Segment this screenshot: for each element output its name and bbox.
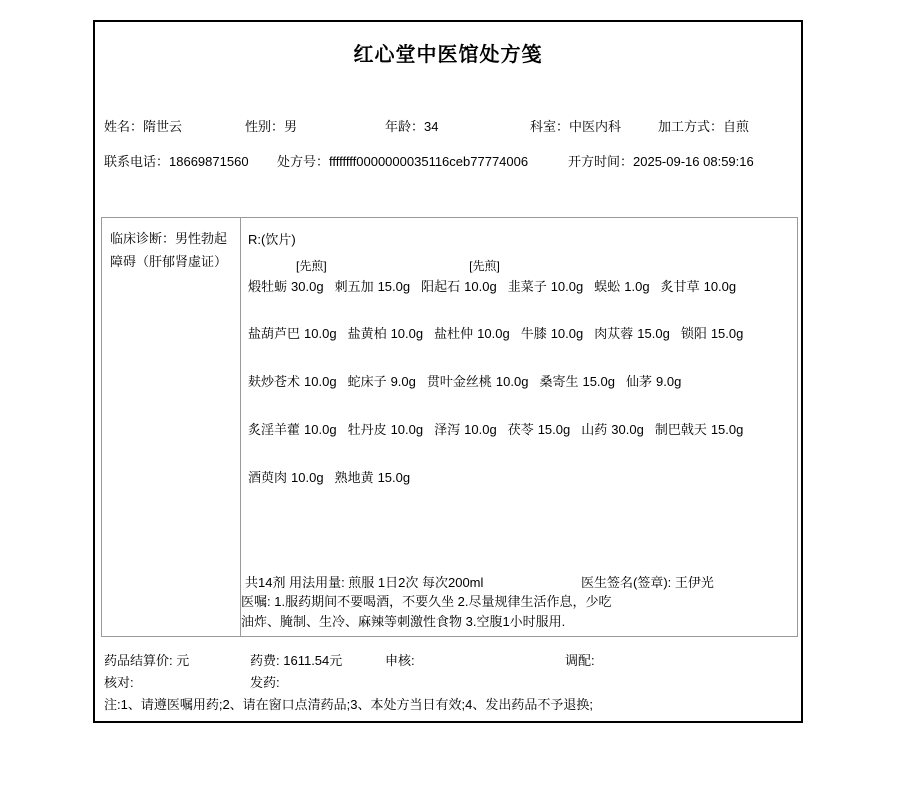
- field-value: 隋世云: [143, 119, 183, 134]
- field-label: 医生签名(签章):: [581, 575, 675, 590]
- herb-name: 桑寄生: [539, 374, 579, 389]
- field-label: 加工方式：: [658, 119, 724, 134]
- patient-name-field: [104, 116, 182, 135]
- field-label: 年龄：: [385, 119, 425, 134]
- prescription-box: [101, 217, 798, 637]
- field-value: 18669871560: [169, 154, 249, 169]
- herb-name: 盐葫芦巴: [248, 326, 301, 341]
- herb-dose: 10.0g: [703, 279, 737, 294]
- herb-dose: 9.0g: [656, 374, 682, 389]
- herb-item: [434, 323, 510, 342]
- herb-line-5: [248, 467, 421, 484]
- herb-item: [626, 371, 681, 390]
- herb-item: [421, 259, 500, 295]
- field-label: 临床诊断：: [110, 231, 176, 246]
- herb-dose: 10.0g: [464, 279, 497, 294]
- herb-name: 盐杜仲: [434, 326, 474, 341]
- field-label: 处方号：: [277, 154, 330, 169]
- advice-line-2: 油炸、腌制、生冷、麻辣等刺激性食物 3.空腹1小时服用.: [241, 614, 566, 629]
- herb-dose: 9.0g: [390, 374, 416, 389]
- herb-dose: 10.0g: [304, 374, 337, 389]
- herb-name: 贯叶金丝桃: [426, 374, 492, 389]
- field-label: 联系电话：: [104, 154, 170, 169]
- field-label: 科室：: [530, 119, 570, 134]
- herb-dose: 10.0g: [390, 326, 424, 341]
- prescription-sheet: [93, 20, 803, 723]
- herb-name: 肉苁蓉: [594, 326, 634, 341]
- phone-field: [104, 151, 249, 170]
- field-value: ffffffff0000000035116ceb77774006: [329, 154, 529, 169]
- field-label: 性别：: [245, 119, 285, 134]
- patient-gender-field: [245, 116, 297, 135]
- dispense-field: 发药:: [250, 675, 280, 690]
- herb-item: [434, 419, 497, 438]
- herb-name: 熟地黄: [334, 470, 374, 485]
- check-field: 核对:: [104, 675, 134, 690]
- field-value: 男性勃起障碍（肝郁肾虚证）: [110, 231, 228, 269]
- herb-item: [594, 323, 670, 342]
- herb-dose: 30.0g: [611, 422, 644, 437]
- herb-name: 锁阳: [680, 326, 707, 341]
- field-value: 王伊光: [674, 575, 714, 590]
- herb-item: [348, 371, 416, 390]
- herb-item: [335, 467, 411, 486]
- herb-item: [581, 419, 644, 438]
- herb-dose: 10.0g: [495, 374, 529, 389]
- notes-line: 注:1、请遵医嘱用药;2、请在窗口点清药品;3、本处方当日有效;4、发出药品不予退换;: [104, 697, 593, 712]
- herb-name: 阳起石: [421, 279, 461, 294]
- herb-dose: 10.0g: [550, 279, 584, 294]
- fee-field: [250, 650, 342, 669]
- herb-dose: 10.0g: [550, 326, 584, 341]
- herb-dose: 10.0g: [464, 422, 497, 437]
- herb-item: [248, 467, 324, 486]
- field-value: 2025-09-16 08:59:16: [633, 154, 754, 169]
- prepare-field: 调配:: [565, 653, 595, 668]
- herb-dose: 1.0g: [624, 279, 650, 294]
- herb-name: 制巴戟天: [654, 422, 707, 437]
- field-value: 1611.54元: [283, 653, 343, 668]
- herb-name: 蜈蚣: [594, 279, 621, 294]
- herb-item: [594, 276, 649, 295]
- herb-name: 盐黄柏: [347, 326, 387, 341]
- herb-line-1: [248, 259, 747, 294]
- herb-item: [348, 419, 424, 438]
- decoct-first-note: [先煎]: [296, 259, 327, 273]
- field-value: 34: [424, 119, 439, 134]
- herb-name: 刺五加: [334, 279, 374, 294]
- herb-name: 蛇床子: [347, 374, 387, 389]
- herb-dose: 15.0g: [377, 470, 411, 485]
- field-value: 中医内科: [569, 119, 622, 134]
- herb-name: 炙淫羊藿: [248, 422, 301, 437]
- review-field: 申核:: [385, 653, 415, 668]
- herb-line-4: [248, 419, 754, 436]
- decoct-first-note: [先煎]: [469, 259, 500, 273]
- herb-name: 麸炒苍术: [248, 374, 301, 389]
- herb-item: [348, 323, 424, 342]
- patient-age-field: [385, 116, 438, 135]
- department-field: [530, 116, 621, 135]
- herb-item: [655, 419, 744, 438]
- herb-item: [248, 419, 337, 438]
- field-label: 药费:: [250, 653, 284, 668]
- page-title: 红心堂中医馆处方笺: [353, 44, 543, 66]
- herb-line-2: [248, 323, 754, 340]
- herb-dose: 10.0g: [390, 422, 424, 437]
- herb-item: [335, 276, 411, 295]
- column-divider: [240, 218, 241, 636]
- herb-dose: 10.0g: [304, 326, 337, 341]
- herb-name: 泽泻: [434, 422, 461, 437]
- herb-dose: 15.0g: [710, 326, 744, 341]
- herb-item: [508, 419, 571, 438]
- rx-header: R:(饮片): [248, 232, 296, 247]
- herb-name: 牡丹皮: [347, 422, 387, 437]
- herb-item: [248, 259, 327, 295]
- herb-dose: 30.0g: [291, 279, 324, 294]
- herb-name: 牛膝: [520, 326, 547, 341]
- herb-dose: 15.0g: [582, 374, 616, 389]
- herb-dose: 15.0g: [637, 326, 670, 341]
- herb-item: [427, 371, 529, 390]
- herb-item: [508, 276, 584, 295]
- herb-dose: 15.0g: [537, 422, 571, 437]
- field-value: 男: [284, 119, 298, 134]
- usage-line: 共14剂 用法用量: 煎服 1日2次 每次200ml: [245, 575, 484, 590]
- herb-dose: 10.0g: [477, 326, 510, 341]
- advice-line-1: 医嘱: 1.服药期间不要喝酒，不要久坐 2.尽量规律生活作息，少吃: [241, 594, 612, 609]
- herb-name: 仙茅: [626, 374, 653, 389]
- doctor-signature: [581, 572, 714, 591]
- herb-dose: 10.0g: [304, 422, 337, 437]
- issue-time-field: [568, 151, 754, 170]
- processing-method-field: [658, 116, 749, 135]
- settle-price-field: 药品结算价: 元: [104, 653, 190, 668]
- herb-item: [248, 323, 337, 342]
- field-label: 开方时间：: [568, 154, 634, 169]
- herb-item: [521, 323, 584, 342]
- herb-dose: 15.0g: [377, 279, 411, 294]
- herb-name: 煅牡蛎: [248, 279, 288, 294]
- field-label: 姓名：: [104, 119, 144, 134]
- herb-item: [539, 371, 615, 390]
- herb-dose: 15.0g: [710, 422, 744, 437]
- field-value: 自煎: [723, 119, 750, 134]
- herb-name: 炙甘草: [660, 279, 700, 294]
- diagnosis-text: [110, 227, 236, 273]
- herb-item: [681, 323, 744, 342]
- herb-name: 山药: [581, 422, 608, 437]
- herb-name: 茯苓: [507, 422, 534, 437]
- herb-name: 韭菜子: [507, 279, 547, 294]
- herb-line-3: [248, 371, 692, 388]
- rx-number-field: [277, 151, 528, 170]
- herb-item: [661, 276, 737, 295]
- herb-dose: 10.0g: [291, 470, 324, 485]
- herb-item: [248, 371, 337, 390]
- herb-name: 酒萸肉: [248, 470, 288, 485]
